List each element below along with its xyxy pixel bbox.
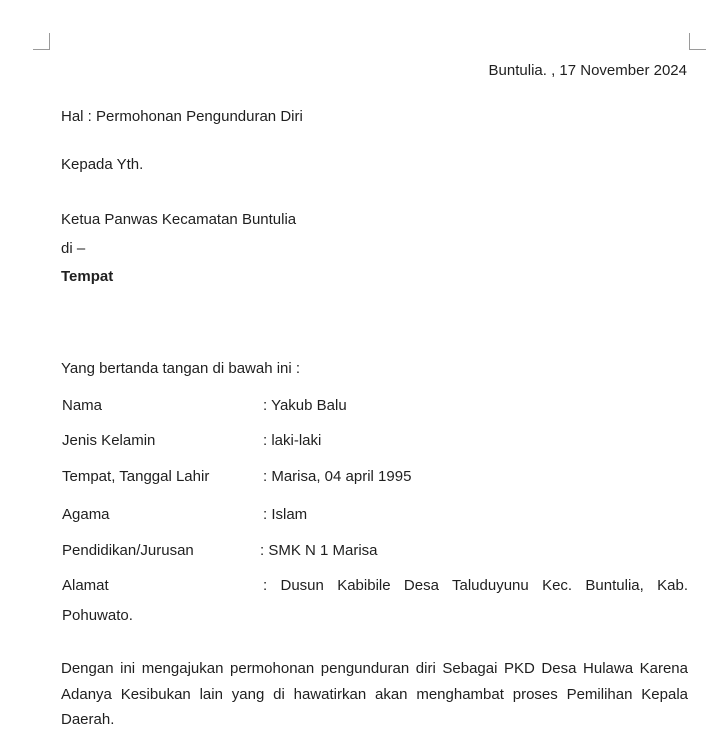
field-value-alamat-continued: Pohuwato. [62,607,133,624]
field-label-agama: Agama [62,506,110,523]
field-value-ttl: : Marisa, 04 april 1995 [263,468,412,485]
field-value-pendidikan: : SMK N 1 Marisa [260,542,378,559]
letter-subject: Hal : Permohonan Pengunduran Diri [61,108,303,125]
letter-salutation: Kepada Yth. [61,156,144,173]
field-label-nama: Nama [62,397,103,414]
recipient-place: Tempat [61,268,114,285]
field-value-alamat: : Dusun Kabibile Desa Taluduyunu Kec. Buntulia, Kab. [263,577,688,594]
field-label-alamat: Alamat [62,577,109,594]
letter-intro: Yang bertanda tangan di bawah ini : [61,360,301,377]
field-value-agama: : Islam [263,506,308,523]
field-value-jenis-kelamin: : laki-laki [263,432,322,449]
page-corner-mark-right [689,33,706,50]
field-label-pendidikan: Pendidikan/Jurusan [62,542,194,559]
letter-date: Buntulia. , 17 November 2024 [488,62,687,79]
field-label-jenis-kelamin: Jenis Kelamin [62,432,156,449]
field-value-nama: : Yakub Balu [263,397,347,414]
recipient-name: Ketua Panwas Kecamatan Buntulia [61,211,297,228]
letter-body-paragraph: Dengan ini mengajukan permohonan pengunduran diri Sebagai PKD Desa Hulawa Karena Adanya Kesibukan lain yang di hawatirkan akan menghambat proses Pemilihan Kepala Daerah. [61,660,688,728]
field-label-ttl: Tempat, Tanggal Lahir [62,468,210,485]
page-corner-mark-left [33,33,50,50]
recipient-di: di – [61,240,86,257]
